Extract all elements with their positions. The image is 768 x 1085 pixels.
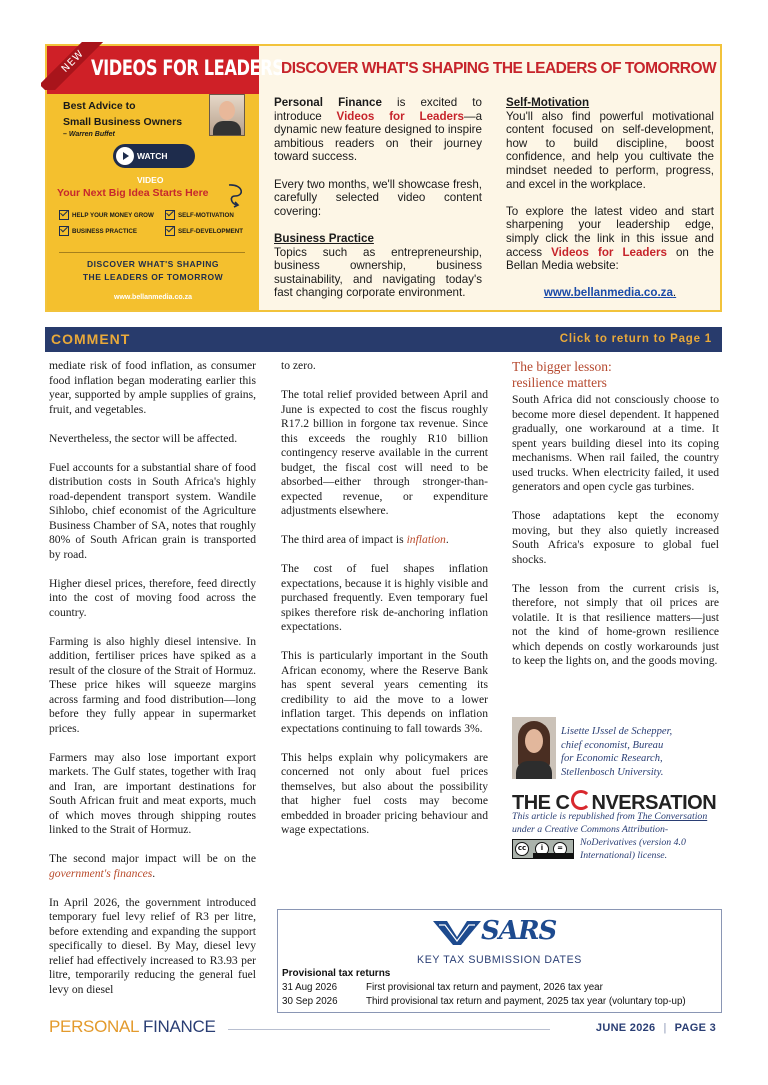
promo-column-1 [274,96,482,314]
portrait-face [219,101,235,120]
promo-column-2 [506,96,714,300]
article-paragraph: The total relief provided between April and June is expected to cost the fiscus roughly R17.2 billion in forgone tax revenue. Since this exceeds the roughly R10 billion contingency reserve available in the current budget, the fiscal cost will need to be absorbed—either through stronger-than-expected revenue, or expenditure adjustments elsewhere. [281,388,488,517]
intro-feature: Videos for Leaders [336,109,464,123]
checklist-item [165,226,243,238]
sars-tax-dates-box [277,909,722,1013]
warren-buffet-portrait [209,94,245,136]
poster-discover-line-2: THE LEADERS OF TOMORROW [82,272,224,282]
second-impact-text: The second major impact will be on the [49,852,256,865]
article-paragraph: South Africa did not consciously choose to become more diesel dependent. It happened gradually, one workaround at a time. It spent years building diesel into its coping mechanisms. When rail failed, the country used trucks. When electricity failed, it used generators and open cycle gas turbines. [512,393,719,493]
checkbox-icon [59,226,69,236]
nd-icon: = [553,842,567,856]
article-column-2 [281,359,488,852]
author-block [512,717,722,781]
intro-mid: is excited to introduce [274,96,482,123]
article-column-1 [49,359,256,1012]
poster-url: www.bellanmedia.co.za [114,294,192,301]
author-photo [512,717,556,779]
checklist-label: SELF-MOTIVATION [178,212,234,219]
article-paragraph: Those adaptations kept the economy moving, but they also quietly increased South Africa's exposure to global fuel shocks. [512,509,719,566]
article-paragraph: The third area of impact is inflation. [281,533,449,546]
tax-date-description: First provisional tax return and payment, 2026 tax year [366,982,603,993]
author-info [561,725,672,779]
explore-text-main: To explore the latest video and start sharpening your leadership edge, simply click the link in this issue and access [506,204,714,259]
third-impact-emphasis: inflation [406,533,446,546]
sars-chevron-icon [433,921,483,945]
second-impact-emphasis: government's finances [49,866,153,880]
brand-part-1: PERSONAL [49,1017,143,1036]
personal-finance-brand [49,1017,216,1037]
business-practice-title: Business Practice [274,231,374,245]
sars-wordmark: SARS [481,916,557,946]
advice-author: – Warren Buffet [63,131,115,138]
comment-label: COMMENT [51,331,131,347]
checklist-label: HELP YOUR MONEY GROW [72,212,154,219]
author-photo-face [525,729,543,753]
page-number: PAGE 3 [674,1022,716,1034]
provisional-tax-subtitle: Provisional tax returns [282,968,391,979]
watch-video-label: WATCH VIDEO [137,151,168,185]
checkbox-icon [165,210,175,220]
checklist-item [165,210,234,222]
bellan-media-link[interactable] [506,286,714,300]
footer-separator: | [663,1022,667,1034]
promo-poster[interactable] [47,46,284,310]
article-paragraph: The cost of fuel shapes inflation expectations, because it is highly visible and purchased frequently. Even temporary fuel spikes therefore risk de-anchoring inflation expectations. [281,562,488,633]
logo-text-post: NVERSATION [591,792,717,814]
tax-date-row [282,996,686,1007]
the-conversation-link[interactable]: The Conversation [637,811,708,822]
explore-feature: Videos for Leaders [551,245,667,259]
article-paragraph: The second major impact will be on the government's finances. [49,852,256,880]
author-name: Lisette IJssel de Schepper, [561,726,673,737]
comment-section-bar [45,327,722,352]
republish-text-tail: under a Creative Commons Attribution- [512,823,669,835]
article-column-3 [512,359,719,683]
advice-line-1: Best Advice to [63,100,136,112]
bellan-media-link-label[interactable]: www.bellanmedia.co.za [543,286,673,300]
republish-text: This article is republished from [512,811,638,822]
cc-badge-bar [533,853,574,858]
checkbox-icon [59,210,69,220]
checklist-item [59,210,154,222]
author-photo-body [516,761,552,779]
intro-rest: —a dynamic new feature designed to inspire ambitious readers on their journey toward success. [274,109,483,164]
self-motivation-title: Self-Motivation [506,96,590,109]
checklist-label: BUSINESS PRACTICE [72,228,137,235]
promo-intro [274,96,482,164]
videos-for-leaders-promo [45,44,722,312]
subheading-line-1: The bigger lesson: [512,359,612,374]
curl-arrow-icon [225,182,247,208]
business-practice-text: Topics such as entrepreneurship, business ownership, business sustainability, and navigating today's fast changing corporate environment. [274,245,482,300]
play-icon [116,147,134,165]
footer-page-info [596,1022,716,1034]
checklist-label: SELF-DEVELOPMENT [178,228,243,235]
logo-text-pre: THE C [512,792,570,814]
link-period: . [672,286,677,300]
article-paragraph: This helps explain why policymakers are concerned not only about fuel prices themselves, but also about the possibility that higher fuel costs may become embedded in broader pricing behaviour and wage expectations. [281,750,488,836]
watch-video-button[interactable] [113,144,195,185]
key-tax-dates-title: KEY TAX SUBMISSION DATES [417,954,582,966]
self-motivation-text: You'll also find powerful motivational content focused on self-development, how to build discipline, boost confidence, and help you cultivate the mindset needed to perform, progress, and excel in the workplace. [506,109,714,191]
explore-text [506,205,714,273]
article-paragraph: In April 2026, the government introduced temporary fuel levy relief of R3 per litre, before extending and expanding the support specifically to diesel. By May, diesel levy relief had effectively increased to R3.93 per litre, temporarily reducing the general fuel levy on diesel [49,895,256,996]
article-paragraph: This is particularly important in the South African economy, where the Reserve Bank has spent several years cementing its credibility to aid the move to a lower inflation target. This depends on inflation expectations continuing to fall towards 3%. [281,649,488,735]
promo-heading: DISCOVER WHAT'S SHAPING THE LEADERS OF TOMORROW [281,60,717,77]
advice-line-2: Small Business Owners [63,116,183,128]
checkbox-icon [165,226,175,236]
conversation-o-icon [571,790,591,810]
tax-date: 30 Sep 2026 [282,996,338,1007]
tax-date-row [282,982,603,993]
article-paragraph: The lesson from the current crisis is, therefore, not simply that oil prices are volatile. It is that resilience matters—just not the kind of home-grown resilience which depends on costly workarounds just to keep the lights on, and the goods moving. [512,581,719,667]
new-badge: NEW [41,42,103,90]
big-idea-text: Your Next Big Idea Starts Here [57,187,209,199]
article-paragraph: Nevertheless, the sector will be affected. [49,431,238,445]
license-note: NoDerivatives (version 4.0 International) license. [580,837,686,861]
by-icon: i [535,842,549,856]
return-to-page-1-link[interactable]: Click to return to Page 1 [559,333,712,345]
poster-discover-text [47,258,259,284]
intro-brand: Personal Finance [274,96,382,109]
article-paragraph: Fuel accounts for a substantial share of food distribution costs in South Africa's highly road-dependent transport system. Wandile Sihlobo, chief economist of the Agriculture Business Chamber of SA, notes that roughly 80% of South African grain is transported by road. [49,460,256,561]
poster-discover-line-1: DISCOVER WHAT'S SHAPING [87,259,219,269]
cc-icon: cc [515,842,529,856]
promo-title: VIDEOS FOR LEADERS [91,56,284,80]
subheading-line-2: resilience matters [512,375,607,390]
third-impact-text: The third area of impact is [281,533,407,546]
issue-date: JUNE 2026 [595,1022,656,1034]
creative-commons-badge-icon[interactable] [512,839,574,859]
article-paragraph: Higher diesel prices, therefore, feed directly into the cost of moving food across the country. [49,576,256,619]
article-paragraph: Farmers may also lose important export markets. The Gulf states, together with Iraq and Iran, are important destinations for South African fruit and meat exports, much of which moves through shipping routes linked to the Strait of Hormuz. [49,750,256,836]
author-role: chief economist, Bureau [561,739,664,751]
sars-logo [433,918,568,948]
tax-date: 31 Aug 2026 [282,982,338,993]
footer-rule [228,1029,550,1030]
author-organisation: for Economic Research, [561,753,663,764]
bigger-lesson-subheading [512,359,719,391]
article-paragraph: to zero. [281,359,316,372]
article-paragraph: Farming is also highly diesel intensive. In addition, fertiliser prices have spiked as a result of the closure of the Strait of Hormuz. These price hikes will squeeze margins across farming and food distribution—long before they fully appear in supermarket prices. [49,634,256,735]
brand-part-2: FINANCE [142,1017,216,1036]
author-university: Stellenbosch University. [561,766,664,778]
explore-tail: on the Bellan Media website: [506,245,714,273]
article-paragraph: mediate risk of food inflation, as consumer food inflation began moderating earlier this year, supported by ample supplies of grains, fruit, and vegetables. [49,359,256,416]
portrait-suit [213,121,241,135]
checklist-item [59,226,137,238]
advice-text [63,98,182,139]
promo-divider [59,252,245,253]
republish-note [512,811,719,836]
every-two-months: Every two months, we'll showcase fresh, carefully selected video content covering: [274,177,482,218]
tax-date-description: Third provisional tax return and payment, 2025 tax year (voluntary top-up) [366,996,686,1007]
